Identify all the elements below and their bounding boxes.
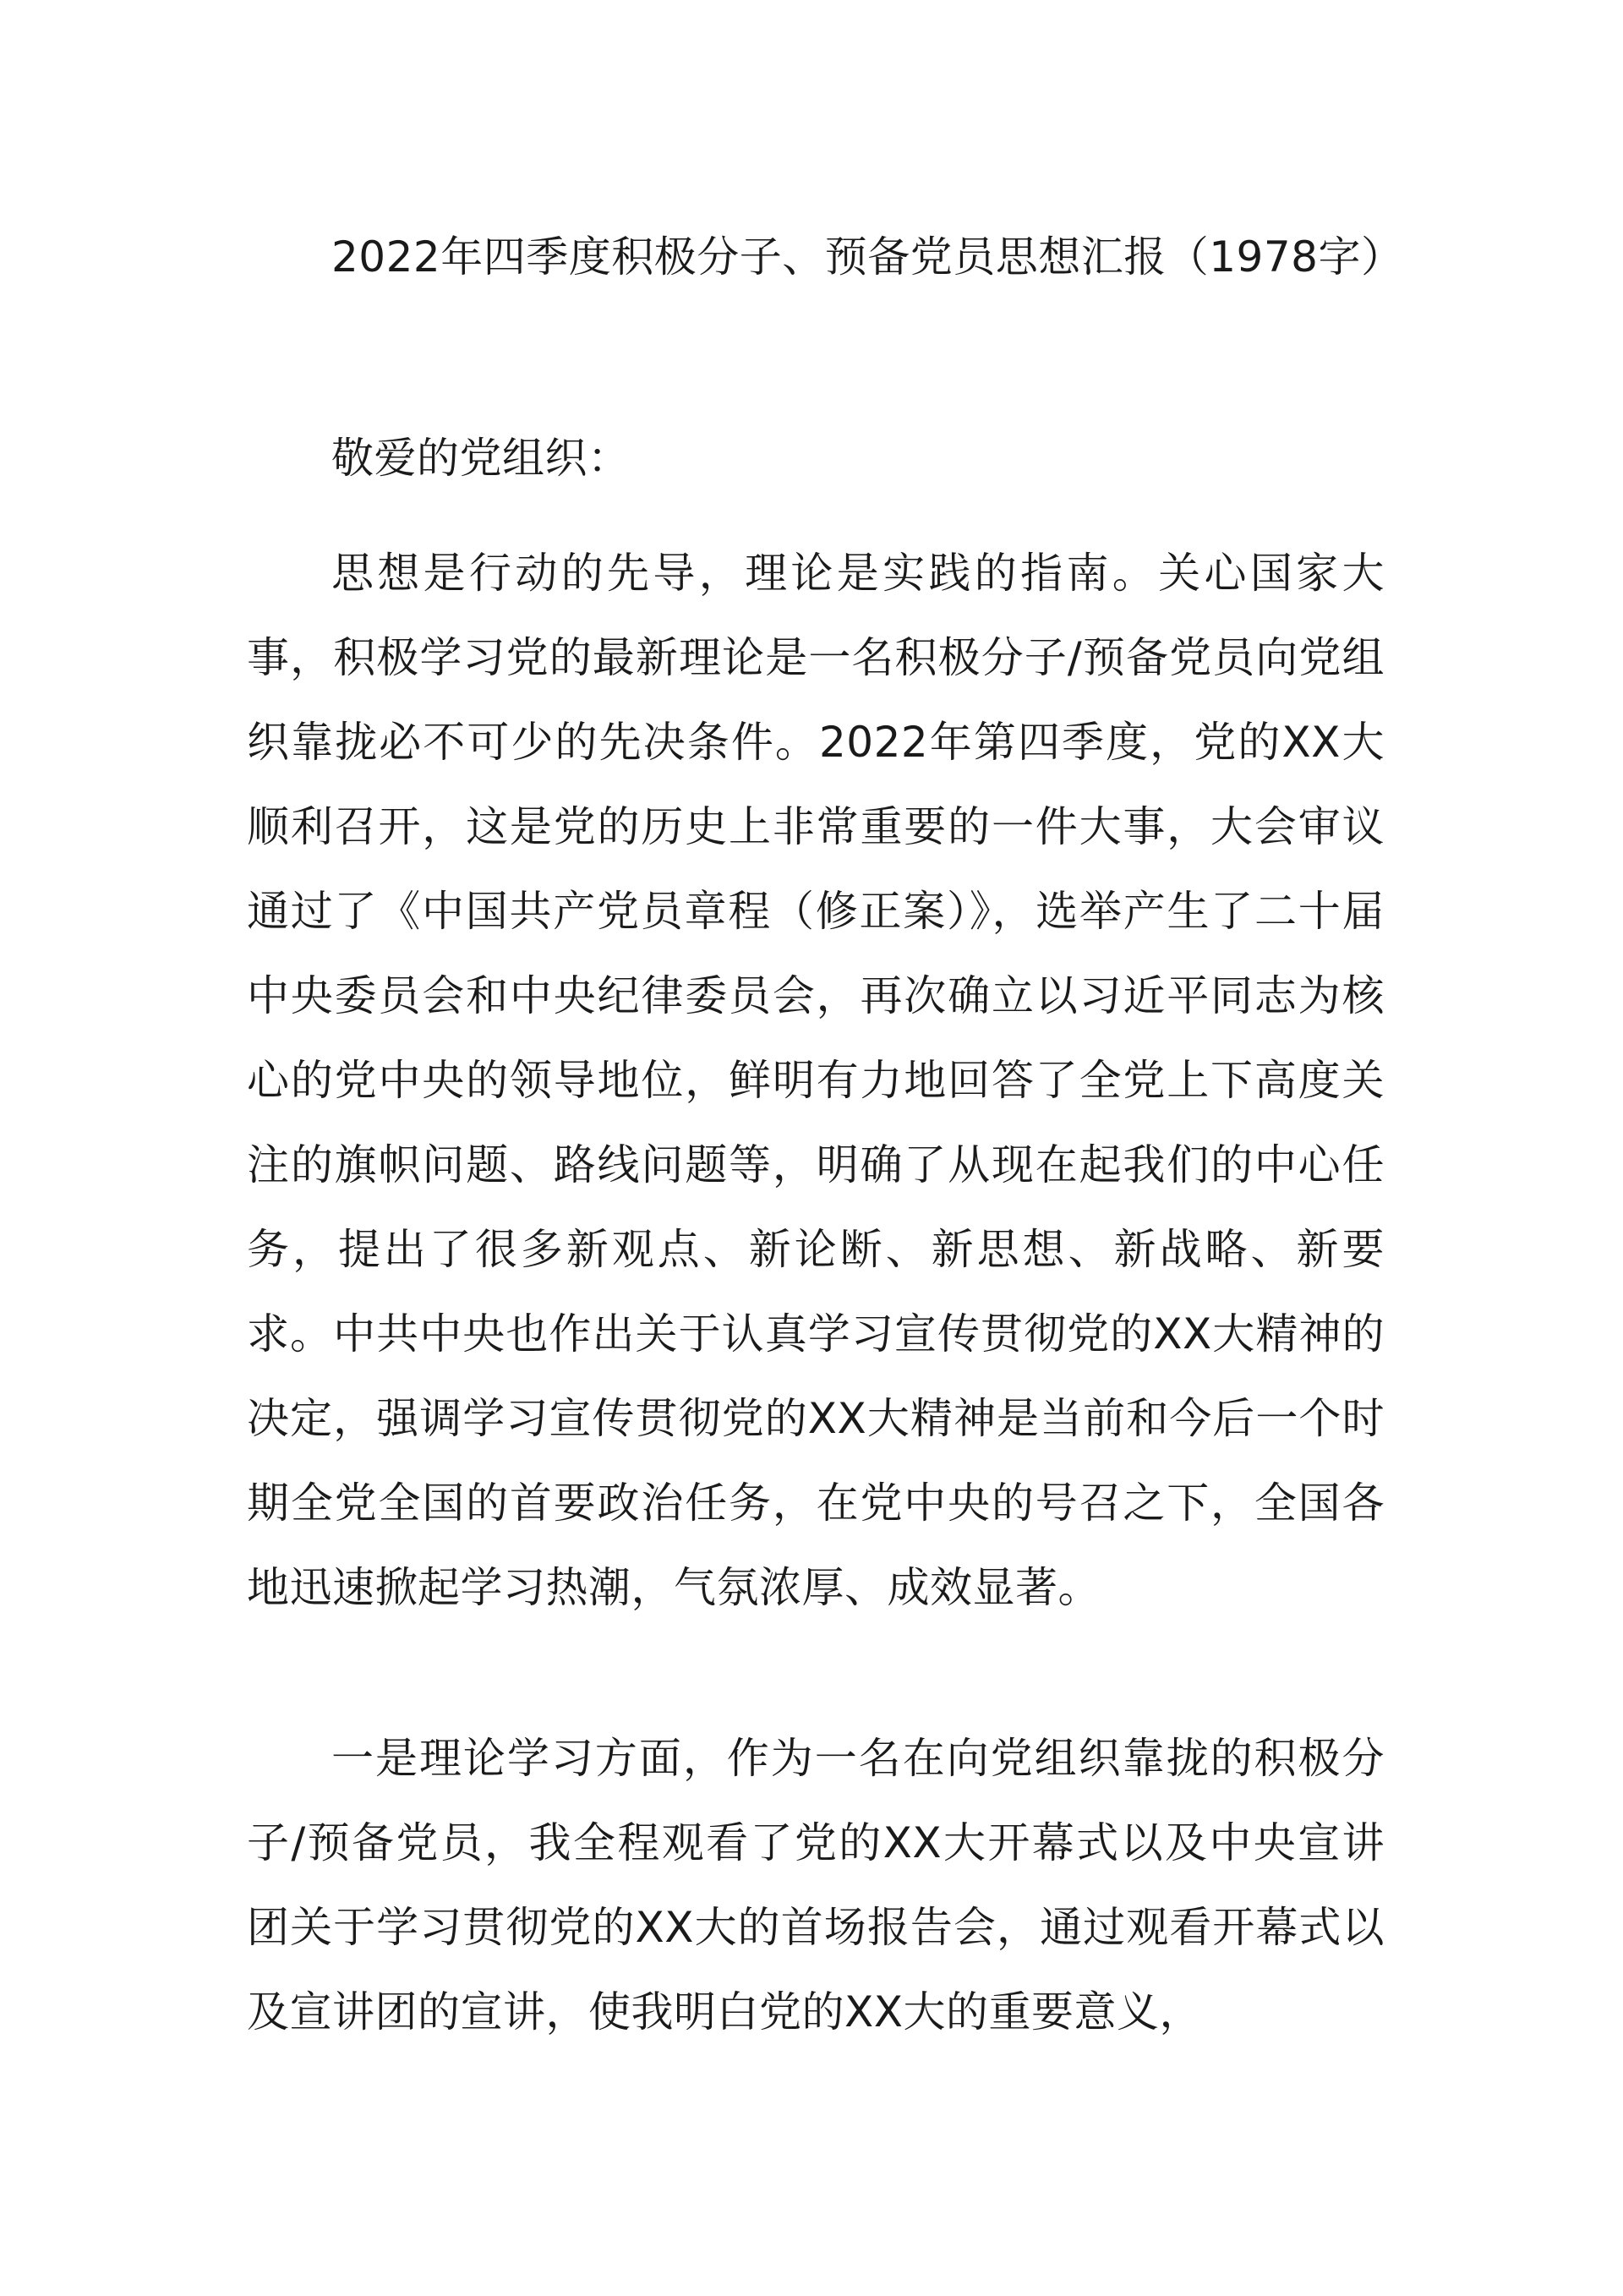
document-title: 2022年四季度积极分子、预备党员思想汇报（1978字） (331, 232, 1404, 282)
body-paragraph: 思想是行动的先导，理论是实践的指南。关心国家大事，积极学习党的最新理论是一名积极分子/预备党员向党组织靠拢必不可少的先决条件。2022年第四季度，党的XX大顺利召开，这是党的历史上非常重要的一件大事，大会审议通过了《中国共产党员章程（修正案）》，选举产生了二十届中央委员会和中央纪律委员会，再次确立以习近平同志为核心的党中央的领导地位，鲜明有力地回答了全党上下高度关注的旗帜问题、路线问题等，明确了从现在起我们的中心任务，提出了很多新观点、新论断、新思想、新战略、新要求。中共中央也作出关于认真学习宣传贯彻党的XX大精神的决定，强调学习宣传贯彻党的XX大精神是当前和今后一个时期全党全国的首要政治任务，在党中央的号召之下，全国各地迅速掀起学习热潮，气氛浓厚、成效显著。 (247, 549, 1385, 1612)
body-paragraph: 一是理论学习方面，作为一名在向党组织靠拢的积极分子/预备党员，我全程观看了党的XX大开幕式以及中央宣讲团关于学习贯彻党的XX大的首场报告会，通过观看开幕式以及宣讲团的宣讲，使我明白党的XX大的重要意义， (247, 1734, 1385, 2036)
salutation: 敬爱的党组织： (331, 434, 631, 483)
